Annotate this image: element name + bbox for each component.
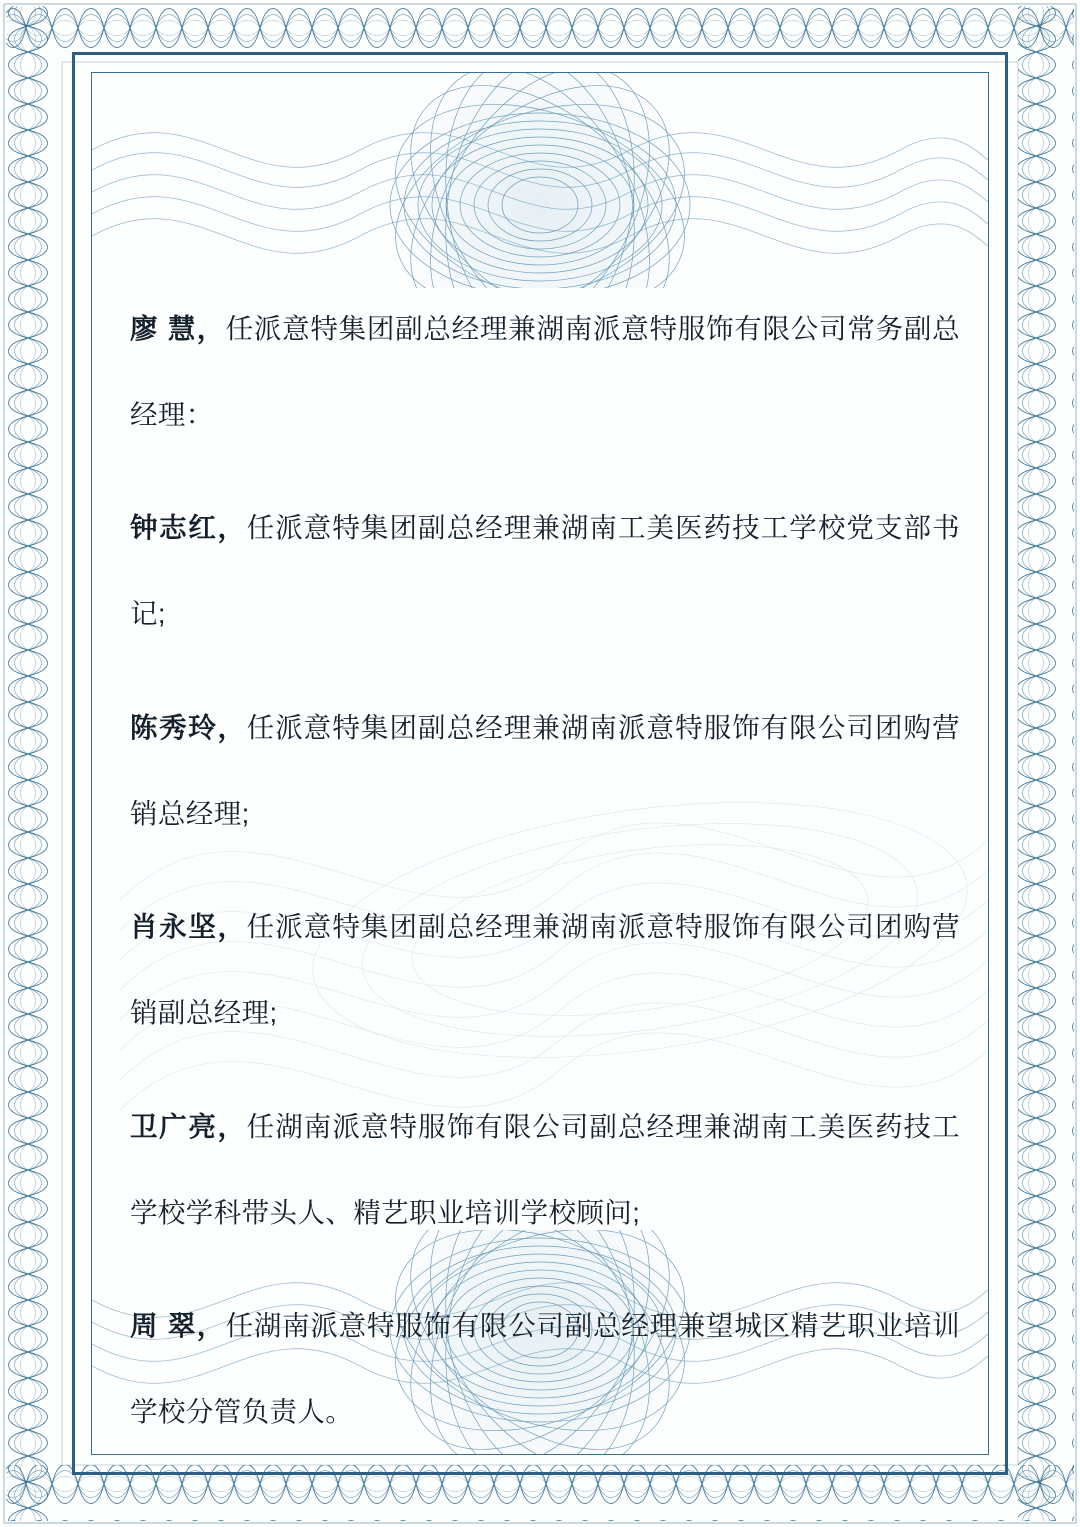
appointee-name-5: 卫广亮， bbox=[130, 1110, 247, 1142]
appointee-title-2: 任派意特集团副总经理兼湖南工美医药技工学校党支部书记; bbox=[130, 512, 961, 629]
appointment-entry-1 bbox=[130, 286, 960, 458]
appointee-name-3: 陈秀玲， bbox=[130, 711, 247, 743]
appointment-entry-6 bbox=[130, 1283, 960, 1455]
appointee-name-4: 肖永坚， bbox=[130, 911, 247, 942]
appointment-entry-5 bbox=[130, 1084, 960, 1256]
appointee-title-6: 任湖南派意特服饰有限公司副总经理兼望城区精艺职业培训学校分管负责人。 bbox=[130, 1310, 961, 1427]
appointee-title-5: 任湖南派意特服饰有限公司副总经理兼湖南工美医药技工学校学科带头人、精艺职业培训学校顾问; bbox=[130, 1110, 961, 1228]
appointment-entry-2 bbox=[130, 485, 960, 657]
appointee-name-6: 周 翠， bbox=[130, 1310, 226, 1341]
appointee-name-1: 廖 慧， bbox=[130, 312, 226, 344]
appointee-title-1: 任派意特集团副总经理兼湖南派意特服饰有限公司常务副总经理： bbox=[130, 312, 961, 430]
appointee-name-2: 钟志红， bbox=[130, 512, 247, 543]
appointee-title-3: 任派意特集团副总经理兼湖南派意特服饰有限公司团购营销总经理; bbox=[130, 711, 961, 829]
appointee-title-4: 任派意特集团副总经理兼湖南派意特服饰有限公司团购营销副总经理; bbox=[130, 911, 961, 1028]
appointment-entry-3 bbox=[130, 685, 960, 857]
appointment-entry-4 bbox=[130, 884, 960, 1056]
appointment-list bbox=[130, 258, 960, 1483]
